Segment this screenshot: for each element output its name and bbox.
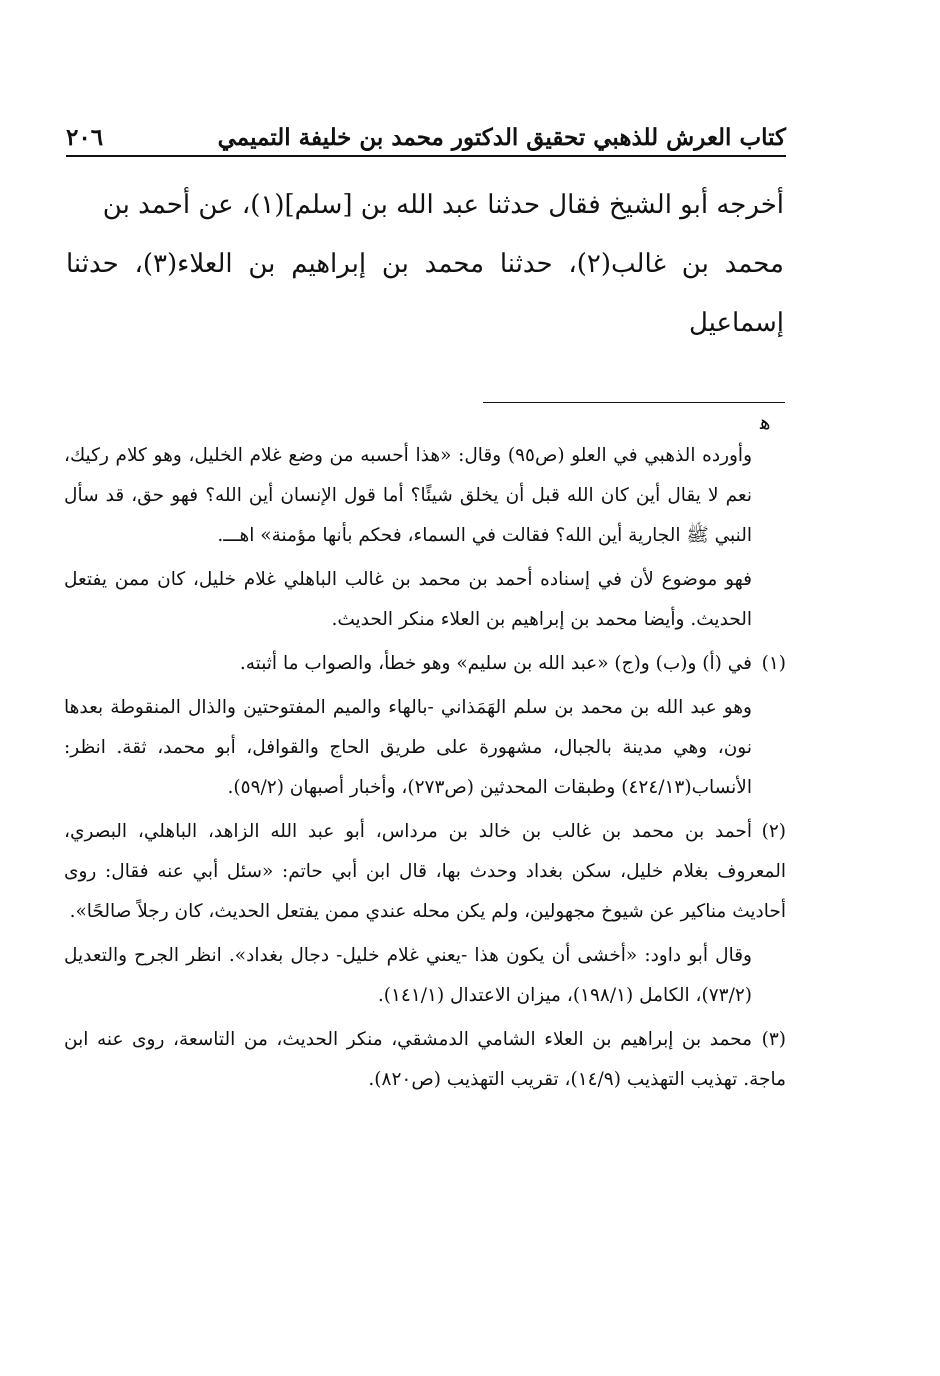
footnote-text: أحمد بن محمد بن غالب بن خالد بن مرداس، أبو عبد الله الزاهد، الباهلي، البصري، المعروف بغلام خليل، سكن بغداد وحدث بها، قال ابن أبي حاتم: «سئل أبي عنه فقال: روى أحاديث مناكير عن شيوخ مجهولين، ولم يكن محله عندي ممن يفتعل الحديث، كان رجلاً صالحًا». (64, 821, 786, 922)
main-text-line: أخرجه أبو الشيخ فقال حدثنا عبد الله بن [سلم](١)، عن أحمد بن (102, 190, 784, 220)
footnote-number: (٣) (761, 1029, 786, 1050)
footnotes (64, 436, 786, 1104)
footnote-2-continuation: وقال أبو داود: «أخشى أن يكون هذا -يعني غلام خليل- دجال بغداد». انظر الجرح والتعديل (٧٣/٢)، الكامل (١٩٨/١)، ميزان الاعتدال (١٤١/١). (64, 945, 752, 1006)
note-paragraph: وأورده الذهبي في العلو (ص٩٥) وقال: «هذا أحسبه من وضع غلام الخليل، وهو كلام ركيك، نعم لا يقال أين كان الله قبل أن يخلق شيئًا؟ أما قول الإنسان أين الله؟ فهو حق، قد سأل النبي ﷺ الجارية أين الله؟ فقالت في السماء، فحكم بأنها مؤمنة» اهـــ. (64, 445, 753, 546)
footnote-separator (483, 402, 785, 403)
footnote-2 (64, 812, 786, 932)
footnote-text: محمد بن إبراهيم بن العلاء الشامي الدمشقي، منكر الحديث، من التاسعة، روى عنه ابن ماجة. تهذيب التهذيب (١٤/٩)، تقريب التهذيب (ص٨٢٠). (64, 1029, 786, 1090)
footnote-marker: ﻫ (760, 410, 771, 434)
page-header (66, 116, 786, 158)
main-text-line: محمد بن غالب(٢)، حدثنا محمد بن إبراهيم بن العلاء(٣)، حدثنا إسماعيل (66, 249, 784, 338)
footnote-1-continuation: وهو عبد الله بن محمد بن سلم الهَمَذاني -بالهاء والميم المفتوحتين والذال المنقوطة بعدها نون، وهي مدينة بالجبال، مشهورة على طريق الحاج والقوافل، أبو محمد، ثقة. انظر: الأنساب(٤٢٤/١٣) وطبقات المحدثين (ص٢٧٣)، وأخبار أصبهان (٥٩/٢). (64, 697, 752, 798)
header-title: كتاب العرش للذهبي تحقيق الدكتور محمد بن خليفة التميمي (217, 123, 786, 151)
page-number: ٢٠٦ (66, 123, 104, 151)
footnote-number: (٢) (761, 821, 786, 842)
note-paragraph: فهو موضوع لأن في إسناده أحمد بن محمد بن غالب الباهلي غلام خليل، كان ممن يفتعل الحديث. وأيضا محمد بن إبراهيم بن العلاء منكر الحديث. (64, 569, 752, 630)
header-rule (66, 155, 786, 157)
main-text (66, 176, 784, 353)
footnote-1 (64, 644, 786, 684)
footnote-3 (64, 1020, 786, 1100)
footnote-number: (١) (761, 653, 786, 674)
footnote-text: في (أ) و(ب) و(ج) «عبد الله بن سليم» وهو خطأ، والصواب ما أثبته. (239, 653, 752, 674)
